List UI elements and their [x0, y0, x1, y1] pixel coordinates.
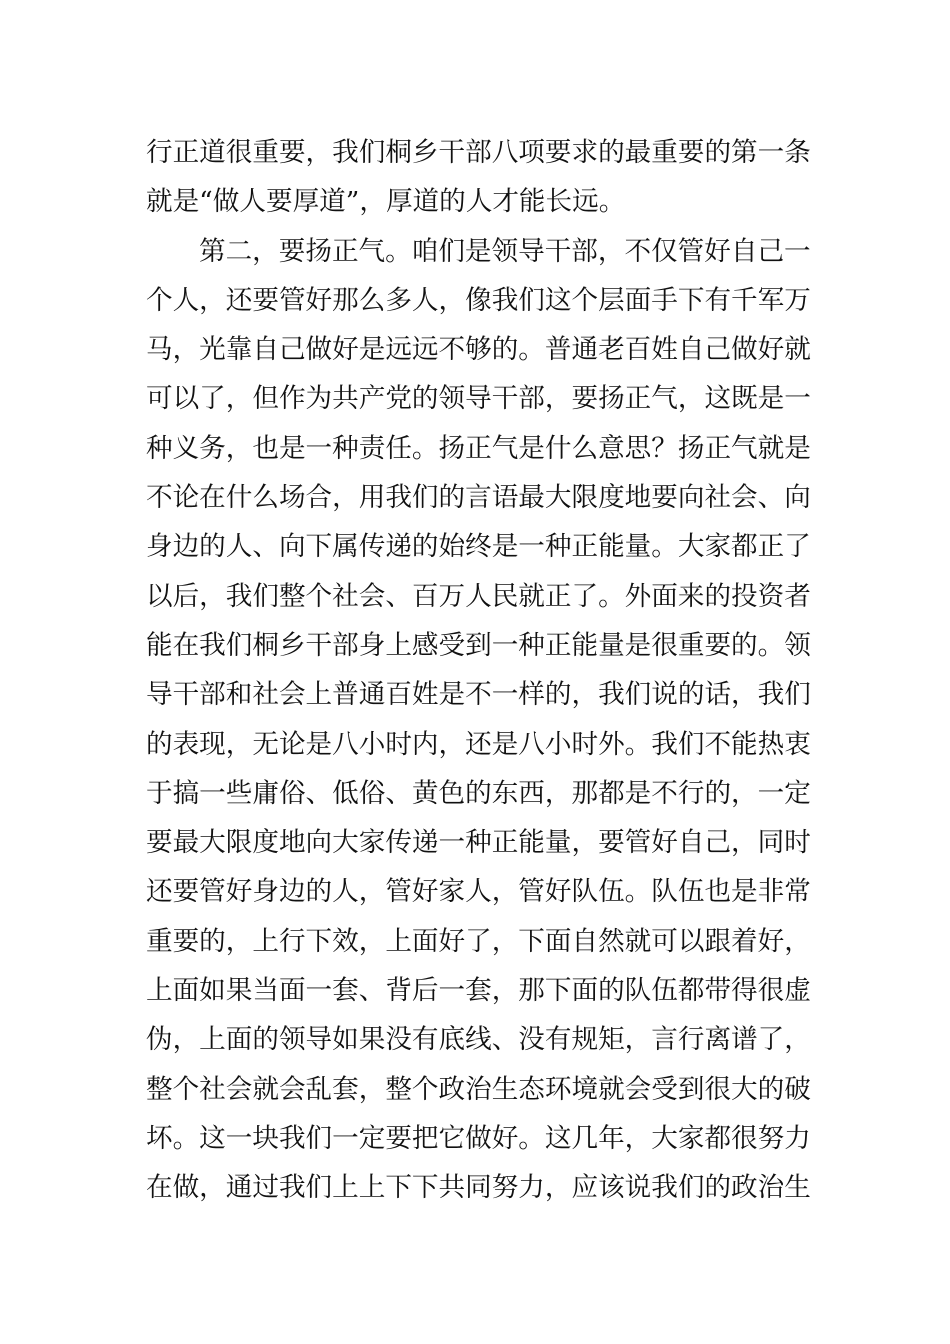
text-line: 可以了，但作为共产党的领导干部，要扬正气，这既是一 — [146, 383, 811, 415]
body-text — [146, 128, 811, 1213]
text-line: 还要管好身边的人，管好家人，管好队伍。队伍也是非常 — [146, 876, 811, 908]
text-line: 在做，通过我们上上下下共同努力，应该说我们的政治生 — [146, 1172, 811, 1204]
text-line: 以后，我们整个社会、百万人民就正了。外面来的投资者 — [146, 580, 811, 612]
paragraph-first-line: 第二，要扬正气。咱们是领导干部，不仅管好自己一 — [199, 235, 811, 267]
text-line: 马，光靠自己做好是远远不够的。普通老百姓自己做好就 — [146, 334, 811, 366]
text-line: 整个社会就会乱套，整个政治生态环境就会受到很大的破 — [146, 1073, 811, 1105]
text-line: 上面如果当面一套、背后一套，那下面的队伍都带得很虚 — [146, 975, 811, 1007]
text-line: 行正道很重要，我们桐乡干部八项要求的最重要的第一条 — [146, 137, 811, 168]
text-line: 种义务，也是一种责任。扬正气是什么意思？扬正气就是 — [146, 432, 811, 464]
text-line: 的表现，无论是八小时内，还是八小时外。我们不能热衷 — [146, 728, 811, 760]
text-line: 个人，还要管好那么多人，像我们这个层面手下有千军万 — [146, 284, 811, 316]
text-line: 不论在什么场合，用我们的言语最大限度地要向社会、向 — [146, 482, 811, 514]
text-line: 要最大限度地向大家传递一种正能量，要管好自己，同时 — [146, 827, 811, 859]
text-line: 能在我们桐乡干部身上感受到一种正能量是很重要的。领 — [146, 629, 811, 661]
text-line: 坏。这一块我们一定要把它做好。这几年，大家都很努力 — [146, 1122, 811, 1154]
text-line: 身边的人、向下属传递的始终是一种正能量。大家都正了 — [146, 531, 811, 563]
text-line: 伪，上面的领导如果没有底线、没有规矩，言行离谱了， — [146, 1024, 811, 1056]
text-line: 就是“做人要厚道”，厚道的人才能长远。 — [146, 186, 626, 218]
text-line: 导干部和社会上普通百姓是不一样的，我们说的话，我们 — [146, 679, 811, 711]
text-line: 于搞一些庸俗、低俗、黄色的东西，那都是不行的，一定 — [146, 777, 811, 809]
text-line: 重要的，上行下效，上面好了，下面自然就可以跟着好， — [146, 925, 811, 957]
